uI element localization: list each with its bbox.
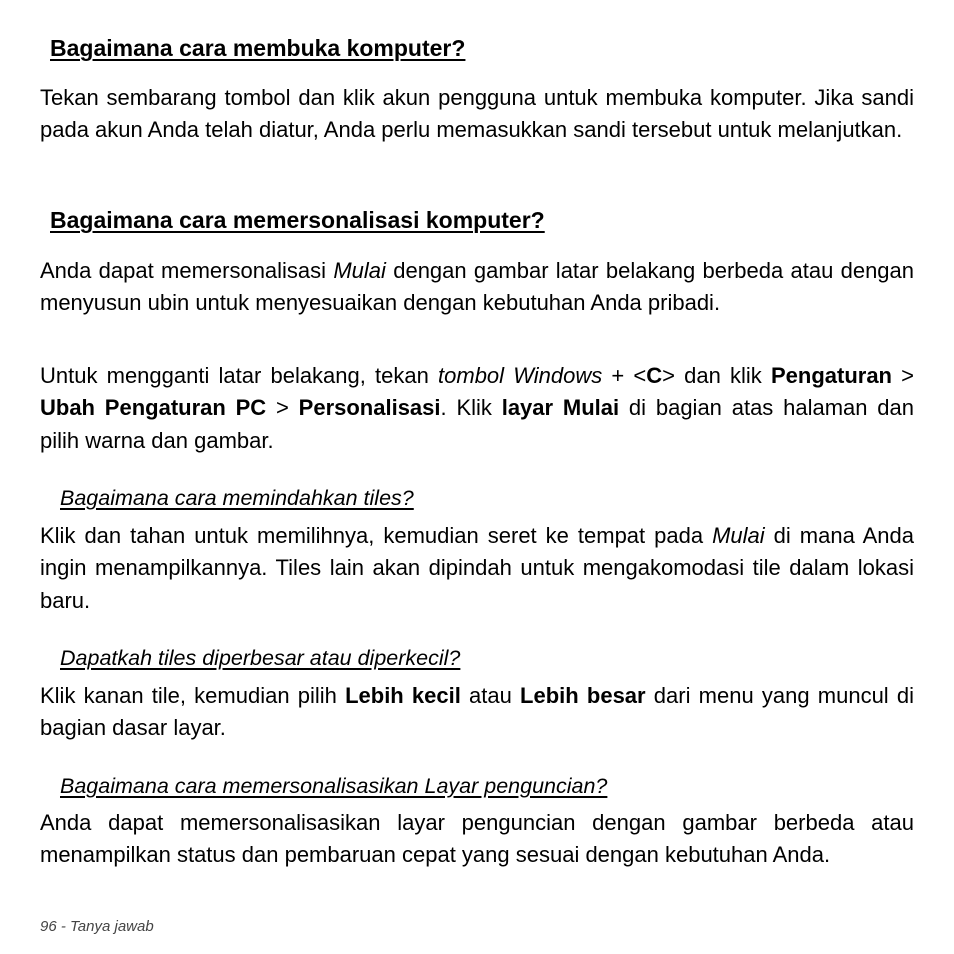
text-run: Untuk mengganti latar belakang, tekan [40, 363, 439, 388]
heading-personalize-computer: Bagaimana cara memersonalisasi komputer? [50, 207, 545, 233]
text-run: di mana Anda ingin menampilkannya. Tiles lain akan dipindah untuk mengakomodasi tile dalam lokasi baru. [40, 523, 914, 613]
paragraph-personalize-start [40, 255, 914, 320]
text-run: Anda dapat memersonalisasi [40, 258, 334, 283]
text-run: + < [602, 363, 647, 388]
bold-run: Personalisasi [298, 395, 441, 421]
paragraph-lock-screen: Anda dapat memersonalisasikan layar penguncian dengan gambar berbeda atau menampilkan status dan pembaruan cepat yang sesuai dengan kebutuhan Anda. [40, 810, 914, 868]
paragraph-move-tiles [40, 520, 914, 617]
paragraph-open-computer: Tekan sembarang tombol dan klik akun pengguna untuk membuka komputer. Jika sandi pada akun Anda telah diatur, Anda perlu memasukkan sandi tersebut untuk melanjutkan. [40, 85, 914, 143]
bold-run: Lebih besar [520, 683, 646, 708]
italic-run: Mulai [712, 523, 765, 548]
italic-run: Mulai [333, 258, 386, 283]
text-run: Klik kanan tile, kemudian pilih [40, 683, 346, 708]
text-run: > dan klik [662, 363, 771, 388]
text-run: Klik dan tahan untuk memilihnya, kemudian seret ke tempat pada [40, 523, 713, 548]
paragraph-change-background [40, 360, 914, 457]
text-run: dengan gambar latar belakang berbeda atau dengan menyusun ubin untuk menyesuaikan dengan kebutuhan Anda pribadi. [40, 258, 915, 316]
text-run: di bagian atas halaman dan pilih warna dan gambar. [40, 395, 915, 453]
text-run: atau [460, 683, 521, 708]
text-run: dari menu yang muncul di bagian dasar layar. [40, 683, 914, 741]
paragraph-resize-tiles [40, 680, 914, 745]
page-footer: 96 - Tanya jawab [40, 918, 154, 935]
subheading-move-tiles: Bagaimana cara memindahkan tiles? [60, 486, 414, 510]
bold-run: Ubah Pengaturan PC [40, 395, 267, 421]
heading-open-computer: Bagaimana cara membuka komputer? [50, 35, 466, 61]
italic-run: tombol Windows [438, 363, 603, 388]
bold-run: C [646, 363, 663, 388]
subheading-resize-tiles: Dapatkah tiles diperbesar atau diperkecil? [60, 646, 461, 670]
text-run: > [266, 395, 299, 421]
bold-run: layar Mulai [501, 395, 620, 421]
text-run: . Klik [440, 395, 502, 421]
bold-run: Pengaturan [770, 363, 892, 388]
text-run: > [892, 363, 915, 388]
subheading-lock-screen: Bagaimana cara memersonalisasikan Layar penguncian? [60, 774, 608, 798]
bold-run: Lebih kecil [345, 683, 461, 708]
